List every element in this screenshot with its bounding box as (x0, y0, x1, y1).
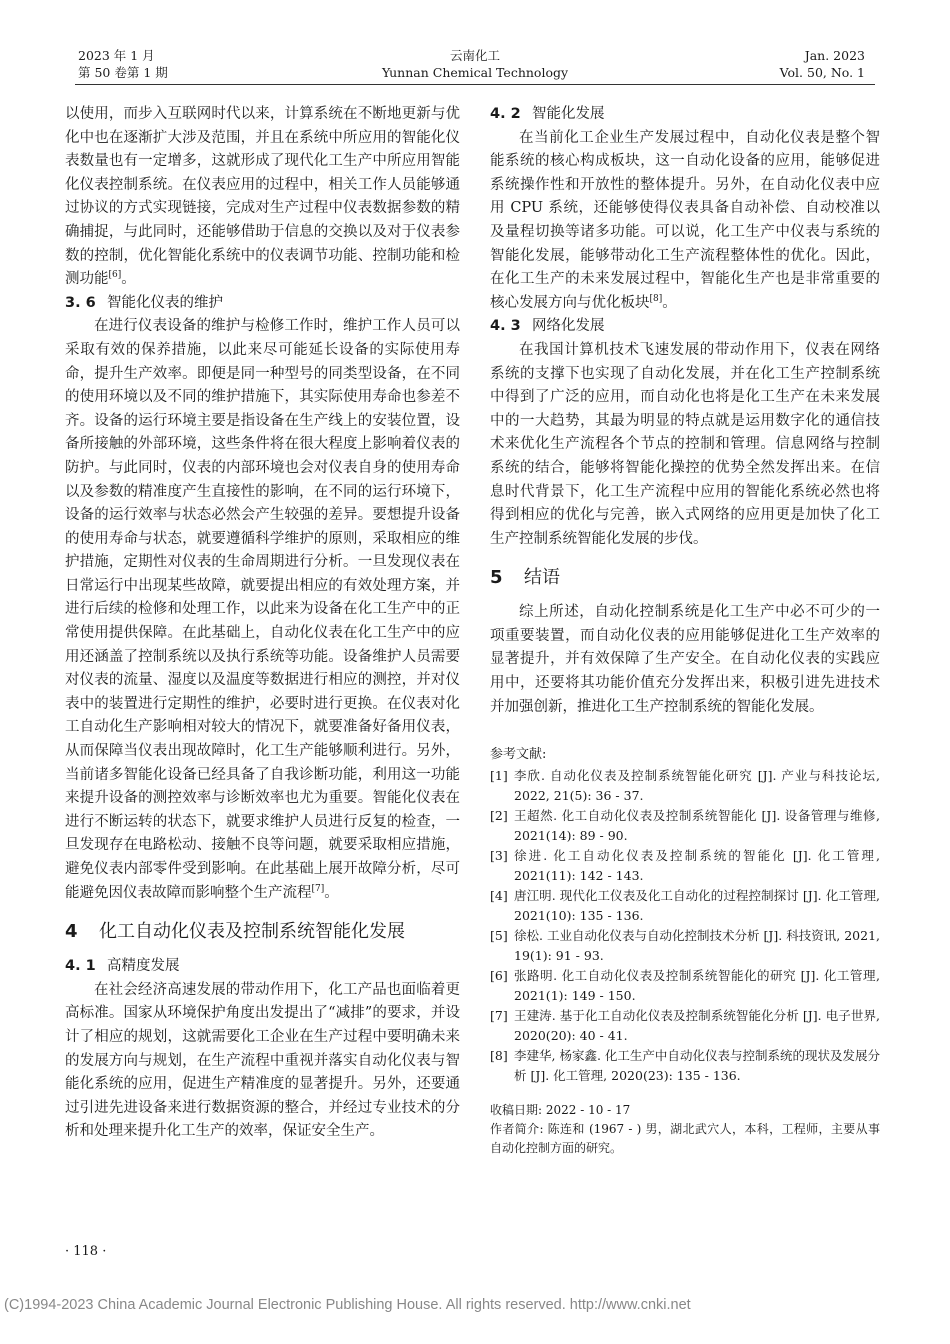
section-heading-4-3: 4. 3 网络化发展 (490, 318, 605, 335)
section-heading-5: 5 结语 (490, 567, 560, 589)
paragraph-4-3: 在我国计算机技术飞速发展的带动作用下，仪表在网络系统的支撑下也实现了自动化发展，并在化工生产控制系统中得到了广泛的应用，而自动化也将是化工生产在未来发展中的一大趋势，其最为明显的特点就是运用数字化的通信技术来优化生产流程各个节点的控制和管理。信息网络与控制系统的结合，能够将智能化操控的优势全然发挥出来。在信息时代背景下，化工生产流程中应用的智能化系统必然也将得到相应的优化与完善，嵌入式网络的应用更是加快了化工生产控制系统智能化发展的步伐。 (490, 341, 880, 547)
header-right (780, 47, 865, 81)
paragraph-3-6: 在进行仪表设备的维护与检修工作时，维护工作人员可以采取有效的保养措施，以此来尽可能延长设备的实际使用寿命，提升生产效率。即便是同一种型号的同类型设备，在不同的使用环境以及不同的维护措施下，其实际使用寿命也参差不齐。设备的运行环境主要是指设备在生产线上的安装位置，设备所接触的外部环境，这些条件将在很大程度上影响着仪表的防护。与此同时，仪表的内部环境也会对仪表自身的使用寿命以及参数的精准度产生直接性的影响，在不同的运行环境下，设备的运行效率与状态必然会产生较强的差异。要想提升设备的使用寿命与状态，就要遵循科学维护的原则，采取相应的维护措施，定期性对仪表的生命周期进行分析。一旦发现仪表在日常运行中出现某些故障，就要提出相应的有效处理方案，并进行后续的检修和处理工作，以此来为设备在化工生产中的正常使用提供保障。在此基础上，自动化仪表在化工生产中的应用还涵盖了控制系统以及执行系统等功能。设备维护人员需要对仪表的流量、湿度以及温度等数据进行相应的测控，并对仪表中的装置进行定期性的维护，必要时进行更换。在仪表对化工自动化生产影响相对较大的情况下，就要准备好备用仪表，从而保障当仪表出现故障时，化工生产能够顺利进行。另外，当前诸多智能化设备已经具备了自我诊断功能，利用这一功能来提升设备的测控效率与诊断效率也尤为重要。智能化仪表在进行不断运转的状态下，就要求维护人员进行反复的检查，一旦发现存在电路松动、接触不良等问题，就要采取相应措施，避免仪表内部零件受到影响。在此基础上展开故障分析，尽可能避免因仪表故障而影响整个生产流程[7]。 (65, 318, 460, 901)
reference-item: [1] 李欣. 自动化仪表及控制系统智能化研究 [J]. 产业与科技论坛, 2022, 21(5): 36 - 37. (490, 768, 880, 803)
reference-list (490, 766, 880, 1085)
header-date: 2023 年 1 月 (78, 48, 155, 63)
reference-item: [5] 徐松. 工业自动化仪表与自动化控制技术分析 [J]. 科技资讯, 2021, 19(1): 91 - 93. (490, 928, 880, 963)
section-heading-4-1: 4. 1 高精度发展 (65, 958, 180, 975)
page-number: · 118 · (65, 1244, 107, 1259)
paragraph-4-2: 在当前化工企业生产发展过程中，自动化仪表是整个智能系统的核心构成板块，这一自动化设备的应用，能够促进系统操作性和开放性的整体提升。另外，在自动化仪表中应用 CPU 系统，还能够使得仪表具备自动补偿、自动校准以及量程切换等诸多功能。可以说，化工生产中仪表与系统的智能化发展，能够带动化工生产流程整体性的优化。因此，在化工生产的未来发展过程中，智能化生产也是非常重要的核心发展方向与优化板块[8]。 (490, 129, 880, 311)
citation[interactable]: [7] (311, 883, 325, 894)
received-date: 收稿日期: 2022 - 10 - 17 (490, 1103, 631, 1118)
journal-title-cn: 云南化工 (449, 48, 500, 63)
references-title: 参考文献: (490, 747, 547, 763)
copyright-watermark: (C)1994-2023 China Academic Journal Electronic Publishing House. All rights reserved. http://www.cnki.net (4, 1297, 691, 1313)
left-column (65, 103, 460, 1144)
reference-item: [7] 王建涛. 基于化工自动化仪表及控制系统智能化分析 [J]. 电子世界, 2020(20): 40 - 41. (490, 1008, 880, 1043)
paragraph-5: 综上所述，自动化控制系统是化工生产中必不可少的一项重要装置，而自动化仪表的应用能够促进化工生产效率的显著提升，并有效保障了生产安全。在自动化仪表的实践应用中，还要将其功能价值充分发挥出来，积极引进先进技术并加强创新，推进化工生产控制系统的智能化发展。 (490, 604, 880, 715)
header-date-en: Jan. 2023 (804, 48, 865, 63)
paragraph-4-1: 在社会经济高速发展的带动作用下，化工产品也面临着更高标准。国家从环境保护角度出发提出了“减排”的要求，并设计了相应的规划，这就需要化工企业在生产过程中要明确未来的发展方向与规划，在生产流程中重视并落实自动化仪表与智能化系统的应用，促进生产精准度的显著提升。另外，还要通过引进先进设备来进行数据资源的整合，并经过专业技术的分析和处理来提升化工生产的效率，保证安全生产。 (65, 981, 460, 1140)
article-meta (490, 1101, 880, 1158)
reference-item: [6] 张路明. 化工自动化仪表及控制系统智能化的研究 [J]. 化工管理, 2021(1): 149 - 150. (490, 968, 880, 1003)
reference-item: [2] 王超然. 化工自动化仪表及控制系统智能化 [J]. 设备管理与维修, 2021(14): 89 - 90. (490, 808, 880, 843)
section-heading-3-6: 3. 6 智能化仪表的维护 (65, 294, 223, 311)
author-bio: 作者简介: 陈连和 (1967 - ) 男，湖北武穴人，本科，工程师，主要从事自动化控制方面的研究。 (490, 1122, 880, 1156)
header-volume-en: Vol. 50, No. 1 (779, 65, 865, 80)
section-heading-4: 4 化工自动化仪表及控制系统智能化发展 (65, 921, 405, 943)
reference-item: [3] 徐进. 化工自动化仪表及控制系统的智能化 [J]. 化工管理, 2021(11): 142 - 143. (490, 848, 880, 883)
paragraph-intro: 以使用，而步入互联网时代以来，计算系统在不断地更新与优化中也在逐渐扩大涉及范围，并且在系统中所应用的智能化仪表数量也有一定增多，这就形成了现代化工生产中所应用智能化仪表控制系统。在仪表应用的过程中，相关工作人员能够通过协议的方式实现链接，完成对生产过程中仪表数据参数的精确捕捉，与此同时，还能够借助于信息的交换以及对于仪表参数的控制，优化智能化系统中的仪表调节功能、控制功能和检测功能[6]。 (65, 106, 460, 288)
journal-title-en: Yunnan Chemical Technology (381, 65, 569, 80)
reference-item: [8] 李建华, 杨家鑫. 化工生产中自动化仪表与控制系统的现状及发展分析 [J]. 化工管理, 2020(23): 135 - 136. (490, 1048, 880, 1083)
citation[interactable]: [6] (108, 270, 122, 281)
citation[interactable]: [8] (649, 293, 663, 304)
section-heading-4-2: 4. 2 智能化发展 (490, 106, 605, 122)
right-column (490, 103, 880, 1158)
header-rule (75, 84, 875, 85)
reference-item: [4] 唐江明. 现代化工仪表及化工自动化的过程控制探讨 [J]. 化工管理, 2021(10): 135 - 136. (490, 888, 880, 923)
header-volume: 第 50 卷第 1 期 (78, 65, 168, 80)
